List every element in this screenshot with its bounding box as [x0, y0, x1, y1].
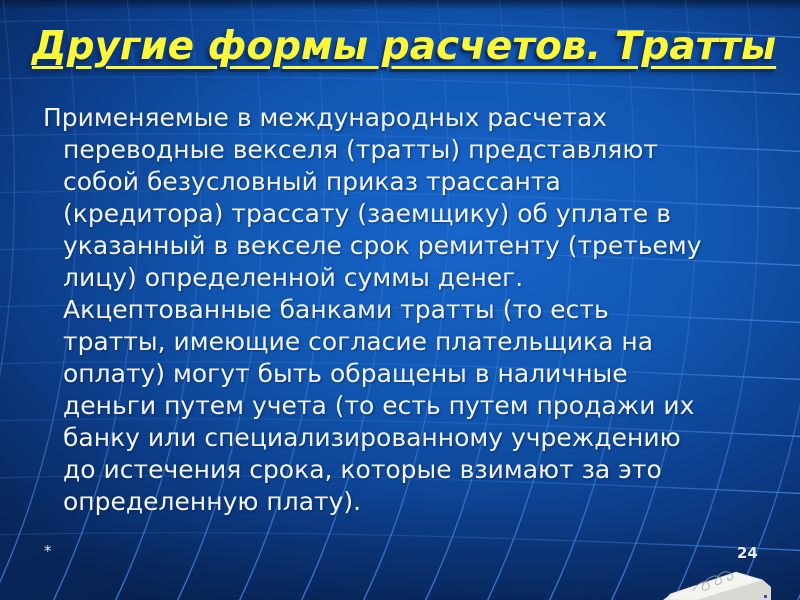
body-line: деньги путем учета (то есть путем продажи их — [63, 391, 695, 420]
body-line: указанный в векселе срок ремитенту (третьему — [63, 231, 702, 260]
page-number: 24 — [737, 544, 758, 562]
body-line: до истечения срока, которые взимают за это — [63, 455, 662, 484]
body-line: банку или специализированному учреждению — [63, 423, 681, 452]
body-line: Акцептованные банками тратты (то есть — [63, 295, 609, 324]
slide-title: Другие формы расчетов. Тратты — [31, 24, 777, 69]
body-line: тратты, имеющие согласие плательщика на — [63, 327, 654, 356]
footnote-marker: * — [44, 542, 52, 560]
body-line: оплату) могут быть обращены в наличные — [63, 359, 628, 388]
paper-box-graphic — [655, 564, 800, 600]
body-line: лицу) определенной суммы денег. — [63, 263, 524, 292]
body-line: Применяемые в международных расчетах — [43, 103, 608, 132]
slide-body — [43, 102, 702, 518]
body-line: собой безусловный приказ трассанта — [63, 167, 561, 196]
box-left-cap — [663, 594, 670, 600]
box-blue-mark — [764, 595, 767, 598]
body-line: определенную плату). — [63, 487, 362, 516]
body-line: (кредитора) трассату (заемщику) об уплате в — [63, 199, 671, 228]
body-line: переводные векселя (тратты) представляют — [63, 135, 658, 164]
